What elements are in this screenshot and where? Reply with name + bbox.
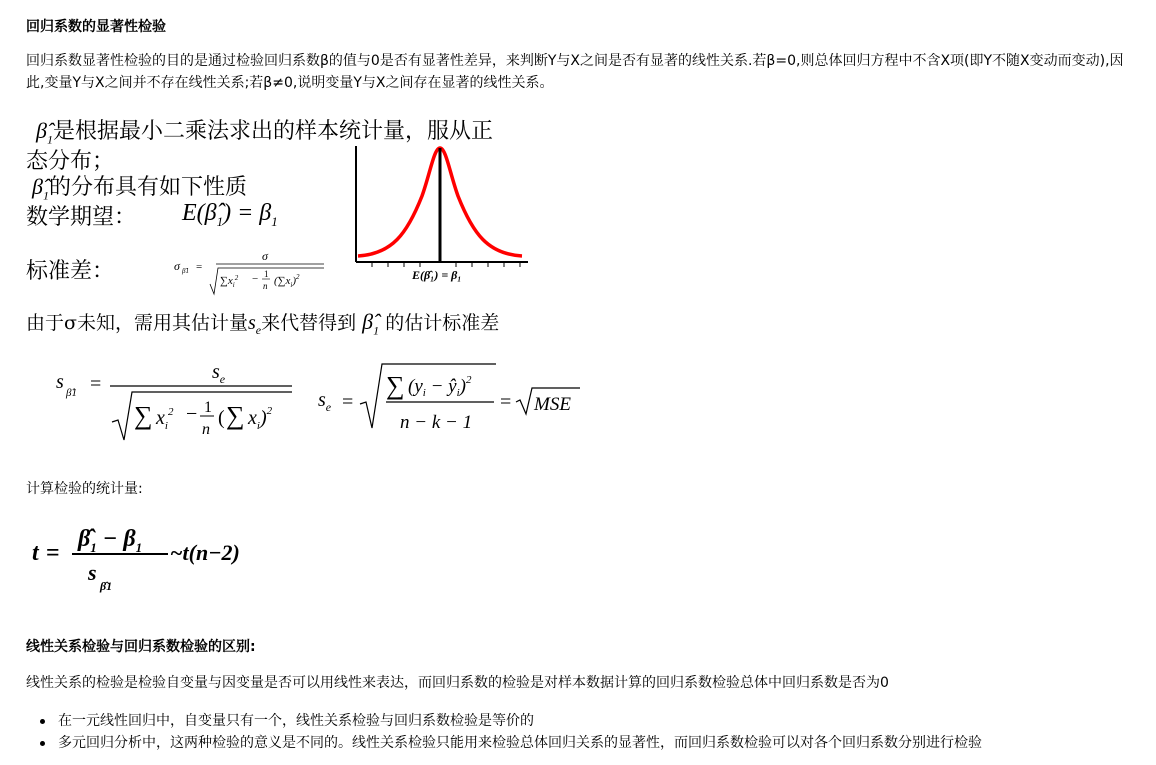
slide-line-3: 的分布具有如下性质	[48, 175, 247, 200]
se-symbol: $s_e$	[247, 312, 262, 337]
svg-text:∑: ∑	[386, 371, 405, 400]
svg-text:MSE: MSE	[534, 394, 571, 415]
section-title: 回归系数的显著性检验	[26, 19, 166, 35]
svg-text:β̂1 − β1: $\betâ_1 - \beta_1$	[78, 526, 143, 555]
svg-text:=: =	[342, 391, 354, 413]
svg-text:s: s	[56, 371, 64, 393]
svg-text:β̂1: β̂1	[66, 387, 77, 399]
difference-list	[26, 710, 1146, 754]
svg-text:=: =	[46, 540, 60, 566]
svg-text:=: =	[90, 373, 102, 395]
list-item: 在一元线性回归中，自变量只有一个，线性关系检验与回归系数检验是等价的	[26, 710, 1146, 732]
svg-text:σ: σ	[262, 249, 268, 263]
sigma-unknown-text-b: 来代替得到	[261, 312, 357, 334]
svg-text:~t(n−2): ~t(n−2)	[170, 540, 240, 565]
sd-label: 标准差：	[26, 259, 115, 284]
svg-text:β̂1: β̂1	[182, 267, 189, 275]
svg-text:t: t	[32, 540, 39, 566]
svg-text:=: =	[500, 391, 512, 413]
svg-text:1: 1	[204, 399, 212, 416]
svg-text:−: −	[186, 403, 198, 425]
svg-text:σ: σ	[174, 259, 180, 273]
slide-figure	[24, 110, 594, 445]
t-statistic-formula	[28, 510, 258, 600]
statistic-label: 计算检验的统计量:	[26, 481, 143, 497]
svg-text:∑xi2: $\sum x_i^2$	[220, 274, 239, 289]
svg-text:n − k − 1: n − k − 1	[400, 412, 473, 433]
slide-line-1: 是根据最小二乘法求出的样本统计量，服从正	[52, 119, 493, 144]
beta1-hat-symbol-2: $\betâ_1$	[32, 174, 49, 203]
svg-text:xi2: $x_i^2$	[156, 406, 174, 432]
svg-text:s: s	[88, 560, 97, 585]
svg-text:β̂1: β̂1	[100, 579, 113, 593]
svg-text:xi)2: $x_i)^2$	[248, 405, 273, 432]
sigma-unknown-text-a: 由于σ未知，需用其估计量	[26, 312, 248, 334]
svg-text:1: 1	[264, 269, 269, 279]
svg-text:(∑xi)2: $(\sum x_i)^2$	[274, 273, 300, 289]
svg-text:se: $s_e$	[318, 389, 332, 414]
s-beta-formula	[52, 354, 302, 444]
svg-text:n: n	[263, 281, 268, 291]
normal-curve-chart	[352, 146, 532, 286]
svg-text:∑: ∑	[134, 401, 153, 430]
svg-text:n: n	[202, 421, 210, 438]
difference-paragraph: 线性关系的检验是检验自变量与因变量是否可以用线性来表达，而回归系数的检验是对样本数据计算的回归系数检验总体中回归系数是否为0	[26, 675, 889, 691]
svg-text:=: =	[196, 261, 203, 273]
sigma-unknown-text-c: 的估计标准差	[385, 312, 500, 334]
svg-text:se: $s_e$	[212, 361, 226, 386]
svg-text:∑: ∑	[226, 401, 245, 430]
expectation-label: 数学期望：	[26, 205, 137, 230]
beta1-hat-symbol-3: $\betâ_1$	[362, 309, 380, 338]
svg-text:(: (	[218, 407, 225, 429]
sd-formula	[174, 244, 334, 300]
curve-axis-label: E(β̂₁) = β₁	[412, 268, 462, 282]
slide-line-2: 态分布；	[26, 149, 115, 174]
expectation-formula: $E(\betâ_1) = \beta_1$	[182, 200, 278, 229]
se-formula	[316, 358, 586, 438]
list-item: 多元回归分析中，这两种检验的意义是不同的。线性关系检验只能用来检验总体回归关系的显著性，而回归系数检验可以对各个回归系数分别进行检验	[26, 732, 1146, 754]
beta1-hat-symbol: $\betâ_1$	[36, 118, 53, 147]
intro-paragraph: 回归系数显著性检验的目的是通过检验回归系数β的值与0是否有显著性差异，来判断Y与X之间是否有显著的线性关系.若β=0,则总体回归方程中不含X项(即Y不随X变动而变动),因此,变量Y与X之间并不存在线性关系;若β≠0,说明变量Y与X之间存在显著的线性关系。	[26, 53, 1124, 91]
svg-text:(yi − ŷi)2: ($y_i$ − $ŷ_i)^2$	[408, 374, 472, 399]
svg-text:−: −	[252, 273, 259, 285]
difference-title: 线性关系检验与回归系数检验的区别:	[26, 639, 256, 655]
